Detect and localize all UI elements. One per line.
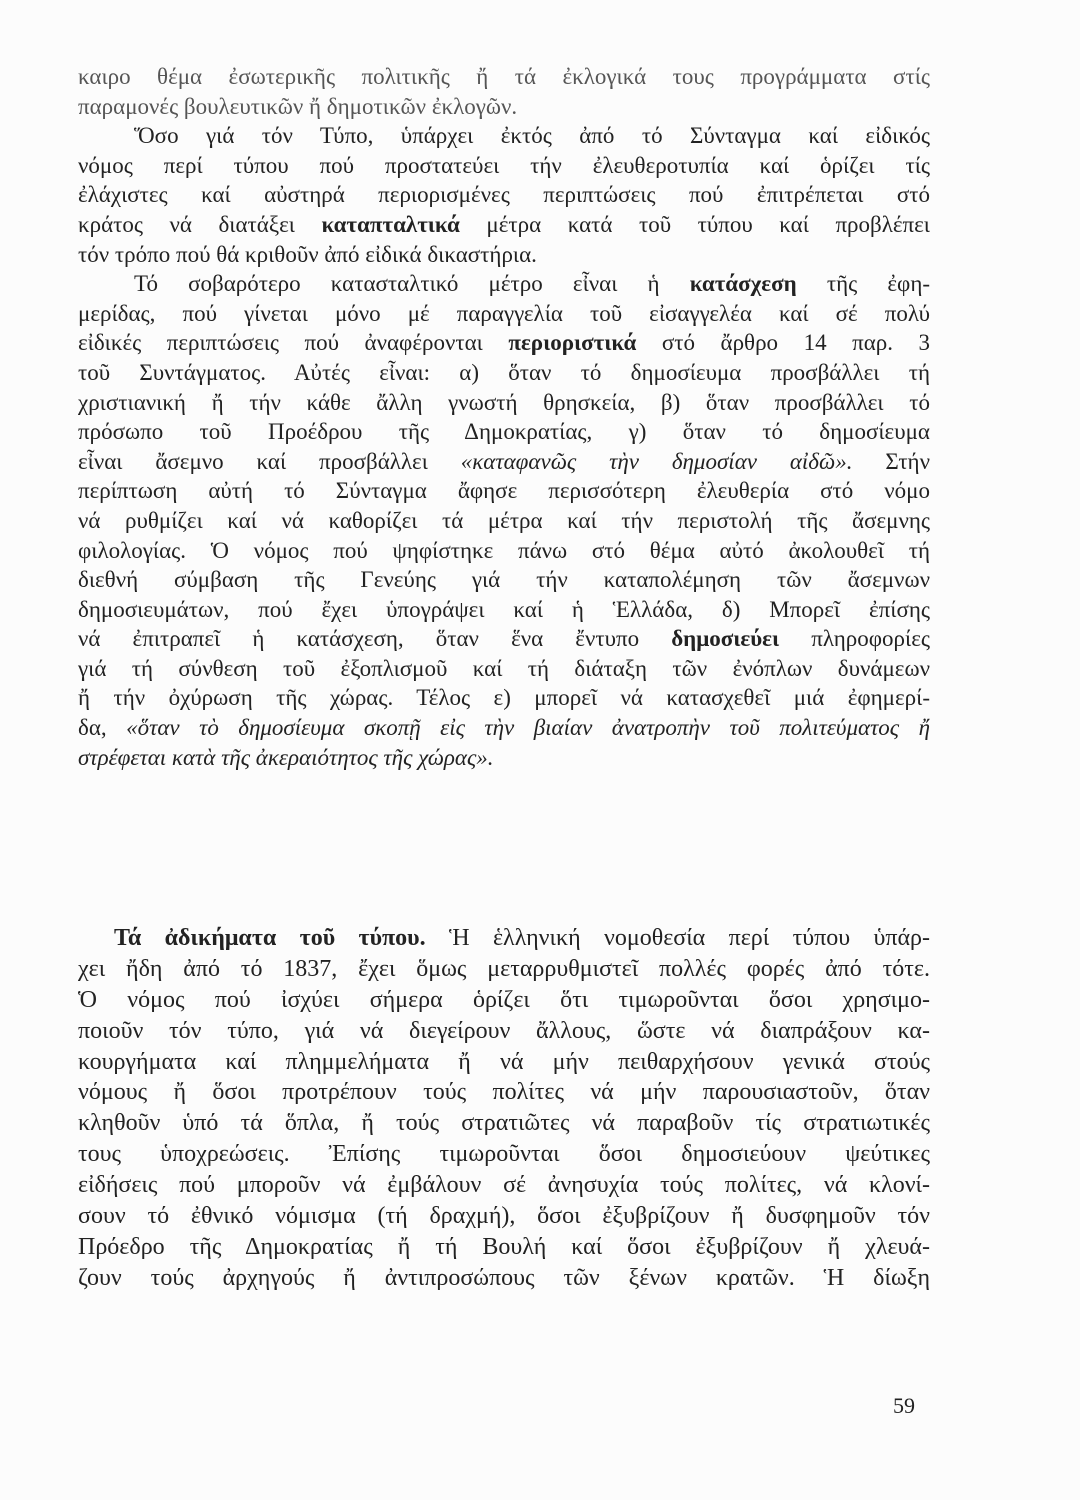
text-run: πληροφορίες <box>811 626 930 652</box>
section-heading: Τά ἀδικήματα τοῦ τύπου. <box>114 925 426 951</box>
text-line: τόν τρόπο πού θά κριθοῦν ἀπό εἰδικά δικαστήρια. <box>78 241 537 267</box>
text-line: χει ἤδη ἀπό τό 1837, ἔχει ὅμως μεταρρυθμιστεῖ πολλές φορές ἀπό τότε. <box>78 955 930 982</box>
body-text-lower <box>78 923 930 1294</box>
text-run: εἶναι ἄσεμνο καί προσβάλλει <box>78 448 428 474</box>
text-line: τους ὑποχρεώσεις. Ἐπίσης τιμωροῦνται ὅσοι δημοσιεύουν ψεύτικες <box>78 1141 930 1168</box>
text-line: ποιοῦν τόν τύπο, γιά νά διεγείρουν ἄλλους, ὥστε νά διαπράξουν κα- <box>78 1017 930 1044</box>
text-line: γιά τή σύνθεση τοῦ ἐξοπλισμοῦ καί τή διάταξη τῶν ἐνόπλων δυνάμεων <box>78 655 930 681</box>
text-line: ζουν τούς ἀρχηγούς ἤ ἀντιπροσώπους τῶν ξένων κρατῶν. Ἡ δίωξη <box>78 1264 930 1291</box>
text-line: χριστιανική ἤ τήν κάθε ἄλλη γνωστή θρησκεία, β) ὅταν προσβάλλει τό <box>78 389 930 415</box>
text-line: πρόσωπο τοῦ Προέδρου τῆς Δημοκρατίας, γ) ὅταν τό δημοσίευμα <box>78 419 930 445</box>
text-line: Ὅσο γιά τόν Τύπο, ὑπάρχει ἐκτός ἀπό τό Σύνταγμα καί εἰδικός <box>134 123 930 149</box>
text-run: μέτρα κατά τοῦ τύπου καί προβλέπει <box>486 211 930 237</box>
text-run: εἰδικές περιπτώσεις πού ἀναφέρονται <box>78 330 483 356</box>
text-line: παραμονές βουλευτικῶν ἤ δημοτικῶν ἐκλογῶν. <box>78 93 518 119</box>
text-run: Τό σοβαρότερο κατασταλτικό μέτρο εἶναι ἡ <box>134 271 660 297</box>
text-line <box>78 210 930 240</box>
text-run: νά ἐπιτραπεῖ ἡ κατάσχεση, ὅταν ἕνα ἔντυπο <box>78 626 640 652</box>
text-line: ἤ τήν ὀχύρωση τῆς χώρας. Τέλος ε) μπορεῖ νά κατασχεθεῖ μιά ἐφημερί- <box>78 685 930 711</box>
italic-quote: στρέφεται κατὰ τῆς ἀκεραιότητος τῆς χώρας». <box>78 744 494 770</box>
text-run: τῆς ἐφη- <box>826 271 931 297</box>
text-line <box>78 328 930 358</box>
text-line: νά ρυθμίζει καί νά καθορίζει τά μέτρα καί τήν περιστολή τῆς ἄσεμνης <box>78 507 930 533</box>
text-line: κουργήματα καί πλημμελήματα ἤ νά μήν πειθαρχήσουν γενικά στούς <box>78 1048 930 1075</box>
text-line: νόμους ἤ ὅσοι προτρέπουν τούς πολίτες νά μήν παρουσιαστοῦν, ὅταν <box>78 1079 930 1106</box>
text-line <box>78 923 930 954</box>
body-text-upper <box>78 62 930 772</box>
text-run: κράτος νά διατάξει <box>78 211 295 237</box>
text-run: Ἡ ἑλληνική νομοθεσία περί τύπου ὑπάρ- <box>449 925 931 951</box>
text-line: ἐλάχιστες καί αὐστηρά περιορισμένες περιπτώσεις πού ἐπιτρέπεται στό <box>78 182 930 208</box>
text-line <box>78 447 930 477</box>
text-line: δημοσιευμάτων, πού ἔχει ὑπογράψει καί ἡ Ἑλλάδα, δ) Μπορεῖ ἐπίσης <box>78 596 930 622</box>
text-line: τοῦ Συντάγματος. Αὐτές εἶναι: α) ὅταν τό δημοσίευμα προσβάλλει τή <box>78 359 930 385</box>
text-line: καιρο θέμα ἐσωτερικῆς πολιτικῆς ἤ τά ἐκλογικά τους προγράμματα στίς <box>78 64 930 89</box>
text-line: διεθνή σύμβαση τῆς Γενεύης γιά τήν καταπολέμηση τῶν ἄσεμνων <box>78 567 930 593</box>
text-line <box>78 269 930 299</box>
italic-quote: «καταφανῶς τὴν δημοσίαν αἰδῶ». <box>460 448 853 474</box>
bold-term: περιοριστικά <box>508 330 637 356</box>
text-line: σουν τό ἐθνικό νόμισμα (τή δραχμή), ὅσοι ἐξυβρίζουν ἤ δυσφημοῦν τόν <box>78 1203 930 1230</box>
text-line: κληθοῦν ὑπό τά ὅπλα, ἤ τούς στρατιῶτες νά παραβοῦν τίς στρατιωτικές <box>78 1110 930 1137</box>
text-line <box>78 713 930 743</box>
text-line: μερίδας, πού γίνεται μόνο μέ παραγγελία τοῦ εἰσαγγελέα καί σέ πολύ <box>78 300 930 326</box>
text-line: εἰδήσεις πού μποροῦν νά ἐμβάλουν σέ ἀνησυχία τούς πολίτες, νά κλονί- <box>78 1172 930 1199</box>
text-line: Ὁ νόμος πού ἰσχύει σήμερα ὁρίζει ὅτι τιμωροῦνται ὅσοι χρησιμο- <box>78 986 930 1013</box>
page-number: 59 <box>893 1393 915 1418</box>
bold-term: καταπταλτικά <box>321 211 460 237</box>
text-run: δα, <box>78 715 107 741</box>
text-line <box>78 624 930 654</box>
text-line: Πρόεδρο τῆς Δημοκρατίας ἤ τή Βουλή καί ὅσοι ἐξυβρίζουν ἤ χλευά- <box>78 1233 930 1260</box>
text-line: περίπτωση αὐτή τό Σύνταγμα ἄφησε περισσότερη ἐλευθερία στό νόμο <box>78 478 930 504</box>
text-line: φιλολογίας. Ὁ νόμος πού ψηφίστηκε πάνω στό θέμα αὐτό ἀκολουθεῖ τή <box>78 537 930 563</box>
text-line: νόμος περί τύπου πού προστατεύει τήν ἐλευθεροτυπία καί ὁρίζει τίς <box>78 152 930 178</box>
bold-term: κατάσχεση <box>689 271 797 297</box>
bold-term: δημοσιεύει <box>671 626 780 652</box>
text-run: Στήν <box>885 448 930 474</box>
text-run: στό ἄρθρο 14 παρ. 3 <box>661 330 930 356</box>
text-line <box>78 743 930 773</box>
italic-quote: «ὅταν τὸ δημοσίευμα σκοπῇ εἰς τὴν βιαίαν ἀνατροπὴν τοῦ πολιτεύματος ἤ <box>126 715 931 741</box>
